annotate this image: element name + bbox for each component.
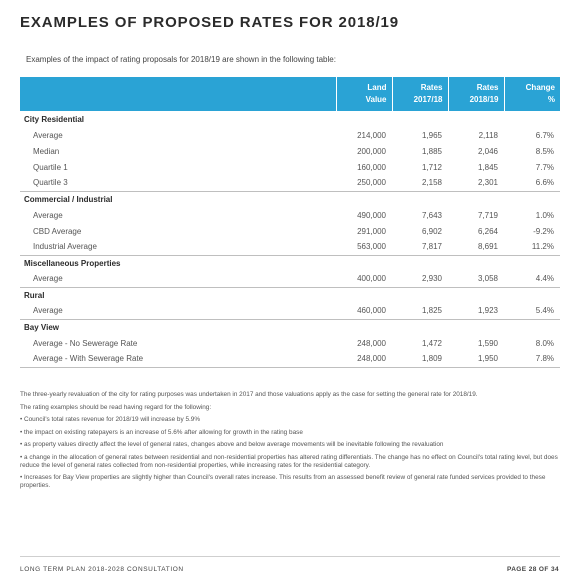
land-value-cell: 248,000 (336, 351, 392, 367)
header-land-value-line2: Value (365, 95, 387, 104)
change-cell: 8.0% (535, 338, 554, 348)
header-rates-2018-19-line1: Rates (476, 83, 499, 92)
rates-2018-19-cell: 2,118 (478, 130, 498, 140)
row-label: Average (33, 306, 63, 316)
table-row (20, 271, 560, 287)
rates-2017-18-cell: 1,885 (421, 146, 442, 156)
rates-2018-19-cell: 1,845 (477, 162, 498, 172)
land-value-cell: 248,000 (357, 338, 386, 348)
table-row (20, 207, 560, 223)
table-row (20, 351, 560, 367)
row-label: Average - With Sewerage Rate (20, 351, 336, 367)
group-row-rural (20, 287, 560, 303)
rates-2017-18-cell: 7,643 (421, 210, 442, 220)
rates-2017-18-cell: 1,712 (421, 162, 442, 172)
rates-2017-18-cell: 7,817 (421, 242, 442, 252)
land-value-cell: 291,000 (357, 226, 386, 236)
row-label: Quartile 3 (33, 178, 68, 188)
change-cell: 11.2% (531, 242, 554, 252)
rates-2018-19-cell: 6,264 (477, 226, 498, 236)
table-row (20, 223, 560, 239)
row-label: Average - No Sewerage Rate (33, 338, 138, 348)
rates-2017-18-cell: 1,809 (392, 351, 448, 367)
rates-2018-19-cell: 2,301 (477, 178, 498, 188)
rates-table-body (20, 111, 560, 367)
change-cell: 5.4% (535, 306, 554, 316)
change-cell: 1.0% (535, 210, 554, 220)
group-row-miscellaneous (20, 255, 560, 271)
rates-2018-19-cell: 1,590 (477, 338, 498, 348)
header-land-value (336, 77, 392, 111)
row-label: Average (33, 210, 63, 220)
footer-page-number: PAGE 28 OF 34 (506, 566, 559, 573)
group-row-bay-view (20, 319, 560, 335)
land-value-cell: 400,000 (357, 274, 386, 284)
group-label: Rural (20, 287, 560, 303)
change-cell: 6.7% (535, 130, 554, 140)
header-land-value-line1: Land (367, 83, 387, 92)
intro-text: Examples of the impact of rating proposals for 2018/19 are shown in the following table: (26, 55, 336, 64)
row-label: Average (33, 130, 63, 140)
row-label: Average (33, 274, 63, 284)
row-label: Quartile 1 (33, 162, 68, 172)
change-cell: 6.6% (535, 178, 554, 188)
notes-section (20, 391, 560, 495)
note-paragraph: The rating examples should be read having regard for the following: (20, 403, 212, 411)
change-cell: -9.2% (533, 226, 554, 236)
change-cell: 7.7% (535, 162, 554, 172)
rates-2017-18-cell: 1,965 (421, 130, 442, 140)
row-label: Median (33, 146, 60, 156)
change-cell: 8.5% (535, 146, 554, 156)
change-cell: 4.4% (535, 274, 554, 284)
group-label: Bay View (20, 319, 560, 335)
page-title: EXAMPLES OF PROPOSED RATES FOR 2018/19 (20, 14, 400, 31)
header-change-percent (504, 77, 560, 111)
table-row (20, 159, 560, 175)
table-row (20, 239, 560, 255)
land-value-cell: 200,000 (357, 146, 386, 156)
group-row-commercial-industrial (20, 191, 560, 207)
group-label: Miscellaneous Properties (20, 255, 560, 271)
land-value-cell: 160,000 (357, 162, 386, 172)
table-row (20, 303, 560, 319)
header-change-line2: % (547, 95, 555, 104)
note-bullet: • as property values directly affect the level of general rates, changes above and below average movements will be inevitable following the revaluation (20, 441, 444, 448)
rates-2017-18-cell: 1,472 (421, 338, 442, 348)
note-paragraph: The three-yearly revaluation of the city for rating purposes was undertaken in 2017 and those valuations apply as the case for setting the general rate for 2018/19. (20, 391, 478, 398)
land-value-cell: 214,000 (357, 130, 386, 140)
header-rates-2018-19-line2: 2018/19 (469, 95, 499, 104)
note-bullet: • a change in the allocation of general rates between residential and non-residential properties has altered rating differentials. The change has no effect on Council's total rating level, but does reduce the level of general rates collected from non-residential properties, while increasing rates for the residential category. (20, 453, 558, 469)
note-bullet: • the impact on existing ratepayers is an increase of 5.6% after allowing for growth in the rating base (20, 428, 303, 436)
header-rates-2017-18-line2: 2017/18 (413, 95, 443, 104)
rates-2018-19-cell: 7,719 (477, 210, 498, 220)
group-label: City Residential (24, 114, 85, 124)
rates-2018-19-cell: 3,058 (477, 274, 498, 284)
table-row (20, 335, 560, 351)
row-label: Industrial Average (33, 242, 97, 252)
rates-2018-19-cell: 2,046 (477, 146, 498, 156)
group-row-city-residential (20, 111, 560, 127)
note-bullet: • Council's total rates revenue for 2018/19 will increase by 5.9% (20, 416, 201, 423)
rates-table (20, 77, 560, 368)
footer-divider (20, 556, 560, 557)
rates-table-header (20, 77, 560, 111)
change-cell: 7.8% (504, 351, 560, 367)
rates-2017-18-cell: 6,902 (421, 226, 442, 236)
group-label: Commercial / Industrial (20, 191, 560, 207)
rates-2018-19-cell: 1,923 (477, 306, 498, 316)
land-value-cell: 490,000 (357, 210, 386, 220)
land-value-cell: 460,000 (357, 306, 386, 316)
header-blank-cell (20, 77, 336, 111)
footer-document-title: LONG TERM PLAN 2018-2028 CONSULTATION (20, 566, 184, 573)
rates-2017-18-cell: 2,158 (421, 178, 442, 188)
table-row (20, 127, 560, 143)
land-value-cell: 250,000 (357, 178, 386, 188)
table-row (20, 143, 560, 159)
note-bullet: • Increases for Bay View properties are slightly higher than Council's overall rates increase. This results from an assessed benefit review of general rate funded services provided to these properties. (20, 474, 546, 489)
header-rates-2017-18 (392, 77, 448, 111)
header-change-line1: Change (525, 83, 555, 92)
land-value-cell: 563,000 (357, 242, 386, 252)
header-rates-2018-19 (448, 77, 504, 111)
rates-2017-18-cell: 2,930 (421, 274, 442, 284)
rates-2018-19-cell: 8,691 (477, 242, 498, 252)
row-label: CBD Average (33, 226, 82, 236)
header-rates-2017-18-line1: Rates (420, 83, 443, 92)
rates-2018-19-cell: 1,950 (448, 351, 504, 367)
table-row (20, 175, 560, 191)
rates-2017-18-cell: 1,825 (421, 306, 442, 316)
